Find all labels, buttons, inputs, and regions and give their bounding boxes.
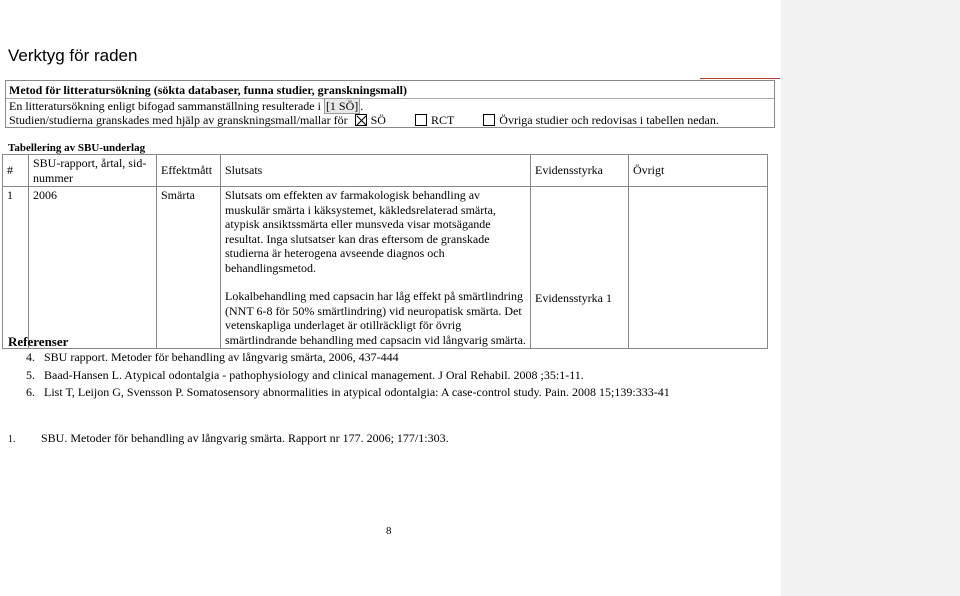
comment-margin-pane [781,0,960,596]
footnote [8,431,449,446]
evidence-value: Evidensstyrka 1 [535,291,612,305]
header-sbu: SBU-rapport, årtal, sid-nummer [29,155,157,187]
method-template-text: Studien/studierna granskades med hjälp av granskningsmall/mallar för [9,113,348,127]
cell-num: 1 [3,187,29,349]
references-list [26,349,670,402]
reference-field[interactable]: [1 SÖ] [325,99,359,113]
reference-number: 6. [26,385,35,400]
reference-item [26,384,670,402]
table-caption: Tabellering av SBU-underlag [8,142,146,154]
section-heading: Verktyg för raden [8,46,138,65]
method-template-line [6,113,774,127]
reference-text: SBU rapport. Metoder för behandling av långvarig smärta, 2006, 437-444 [44,350,399,364]
checkbox-ovriga-label: Övriga studier och redovisas i tabellen nedan. [499,113,719,127]
cell-effect: Smärta [157,187,221,349]
reference-text: Baad-Hansen L. Atypical odontalgia - pathophysiology and clinical management. J Oral Rehabil. 2008 ;35:1-11. [44,367,584,382]
footnote-text: SBU. Metoder för behandling av långvarig smärta. Rapport nr 177. 2006; 177/1:303. [41,431,449,445]
checkbox-ovriga[interactable] [483,114,495,126]
method-search-line [6,99,774,113]
cell-sbu: 2006 [29,187,157,349]
checkbox-rct-label: RCT [430,113,455,127]
method-search-text: En litteratursökning enligt bifogad sammanställning resulterade i [9,99,324,113]
conclusion-paragraph-1: Slutsats om effekten av farmakologisk behandling av muskulär smärta i käksystemet, käkledsrelaterad smärta, atypisk ansiktssmärta eller munsveda visar motsägande resultat. Inga slutsatser kan dras eftersom de granskade studierna är heterogena avseende diagnos och behandlingsmetod. [225,188,496,275]
table-header-row [3,155,768,187]
reference-item [26,349,670,367]
revision-mark-line [700,78,780,79]
header-conclusion: Slutsats [221,155,531,187]
checkbox-rct[interactable] [415,114,427,126]
cell-conclusion [221,187,531,349]
reference-number: 5. [26,367,35,382]
references-heading: Referenser [8,334,69,349]
checkbox-so[interactable] [355,114,367,126]
method-title: Metod för litteratursökning (sökta databaser, funna studier, granskningsmall) [6,81,774,99]
reference-number: 4. [26,350,35,364]
header-num: # [3,155,29,187]
header-effect: Effektmått [157,155,221,187]
checkbox-so-label: SÖ [370,113,386,127]
page-number: 8 [386,525,392,537]
table-row [3,187,768,349]
cell-other [629,187,768,349]
method-box [5,80,775,128]
header-other: Övrigt [629,155,768,187]
footnote-number: 1. [8,434,16,445]
cell-evidence [531,187,629,349]
reference-text: List T, Leijon G, Svensson P. Somatosensory abnormalities in atypical odontalgia: A case-control study. Pain. 2008 15;139:333-41 [44,385,670,400]
reference-item [26,367,670,385]
conclusion-paragraph-2: Lokalbehandling med capsacin har låg effekt på smärtlindring (NNT 6-8 för 50% smärtlindring) vid neuropatisk smärta. Det vetenskapliga underlaget är otillräckligt för övrig smärtlindrande behandling med capsacin vid långvarig smärta. [225,289,526,347]
sbu-table [2,154,768,349]
header-evidence: Evidensstyrka [531,155,629,187]
method-search-suffix: . [360,99,364,113]
